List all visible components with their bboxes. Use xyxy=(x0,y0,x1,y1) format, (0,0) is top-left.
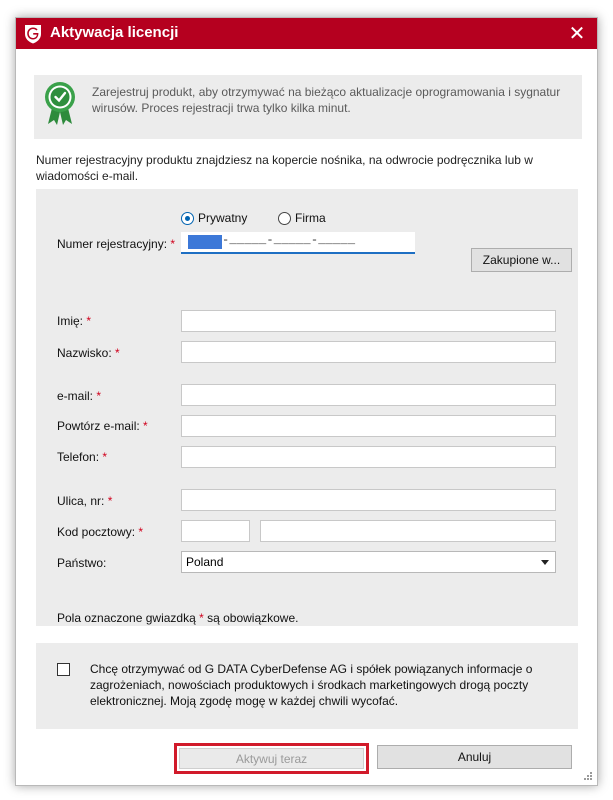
phone-label xyxy=(57,450,107,464)
registration-form xyxy=(36,189,578,626)
first-name-label xyxy=(57,314,91,328)
required-mark: * xyxy=(170,237,176,251)
reg-number-label xyxy=(57,237,175,251)
close-button[interactable] xyxy=(557,18,597,49)
street-input[interactable] xyxy=(181,489,556,511)
banner-text: Zarejestruj produkt, aby otrzymywać na bieżąco aktualizacje oprogramowania i sygnatur wirusów. Proces rejestracji trwa tylko kilka minut. xyxy=(92,85,561,115)
required-mark: * xyxy=(138,525,144,539)
close-icon: ✕ xyxy=(568,23,586,45)
title-bar xyxy=(16,18,597,49)
activate-highlight xyxy=(174,743,369,774)
postal-code-input[interactable] xyxy=(181,520,250,542)
reg-number-label-text: Numer rejestracyjny: xyxy=(57,237,168,251)
street-label-text: Ulica, nr: xyxy=(57,494,105,508)
phone-label-text: Telefon: xyxy=(57,450,100,464)
required-mark: * xyxy=(107,494,113,508)
reg-number-input[interactable] xyxy=(181,232,415,254)
radio-company-indicator[interactable] xyxy=(278,212,291,225)
intro-text: Numer rejestracyjny produktu znajdziesz na kopercie nośnika, na odwrocie podręcznika lub w wiadomości e-mail. xyxy=(36,153,533,183)
required-mark: * xyxy=(115,346,120,360)
email-label xyxy=(57,389,101,403)
reg-number-mask: -_____-_____-_____ xyxy=(222,233,356,247)
country-select[interactable] xyxy=(181,551,556,573)
cancel-button[interactable]: Anuluj xyxy=(377,745,572,769)
required-note-text: Pola oznaczone gwiazdką xyxy=(57,611,200,625)
country-label: Państwo: xyxy=(57,556,107,570)
gdata-logo-icon xyxy=(24,24,42,44)
purchased-in-button[interactable]: Zakupione w... xyxy=(471,248,572,272)
radio-company-label: Firma xyxy=(295,211,326,225)
street-label xyxy=(57,494,112,508)
required-fields-note xyxy=(57,611,298,625)
activate-now-button[interactable]: Aktywuj teraz xyxy=(179,748,364,769)
required-mark: * xyxy=(96,389,102,403)
last-name-input[interactable] xyxy=(181,341,556,363)
reg-number-selection xyxy=(188,235,222,249)
required-mark: * xyxy=(199,611,204,625)
city-input[interactable] xyxy=(260,520,556,542)
required-mark: * xyxy=(143,419,148,433)
radio-private-indicator[interactable] xyxy=(181,212,194,225)
window-title: Aktywacja licencji xyxy=(50,24,179,41)
country-select-value: Poland xyxy=(186,555,224,569)
phone-input[interactable] xyxy=(181,446,556,468)
last-name-label xyxy=(57,346,120,360)
radio-company[interactable] xyxy=(278,211,326,225)
email-repeat-label-text: Powtórz e-mail: xyxy=(57,419,140,433)
consent-text: Chcę otrzymywać od G DATA CyberDefense AG i spółek powiązanych informacje o zagrożeniach, nowościach produktowych i środkach marketingowych drogą poczty elektronicznej. Moją zgodę mogę w każdej chwili wycofać. xyxy=(90,662,533,708)
radio-private-label: Prywatny xyxy=(198,211,248,225)
resize-grip-icon[interactable] xyxy=(582,770,592,780)
consent-checkbox[interactable] xyxy=(57,663,70,676)
required-mark: * xyxy=(86,314,92,328)
consent-panel xyxy=(36,643,578,729)
email-repeat-label xyxy=(57,419,148,433)
first-name-label-text: Imię: xyxy=(57,314,84,328)
dropdown-arrow-icon xyxy=(541,560,549,565)
info-banner xyxy=(34,75,582,139)
last-name-label-text: Nazwisko: xyxy=(57,346,112,360)
radio-private[interactable] xyxy=(181,211,247,225)
award-ribbon-icon xyxy=(43,80,77,126)
email-repeat-input[interactable] xyxy=(181,415,556,437)
postal-code-label xyxy=(57,525,143,539)
email-label-text: e-mail: xyxy=(57,389,94,403)
required-note-text-end: są obowiązkowe. xyxy=(203,611,299,625)
required-mark: * xyxy=(102,450,108,464)
postal-code-label-text: Kod pocztowy: xyxy=(57,525,136,539)
email-input[interactable] xyxy=(181,384,556,406)
first-name-input[interactable] xyxy=(181,310,556,332)
license-activation-dialog xyxy=(15,17,598,786)
